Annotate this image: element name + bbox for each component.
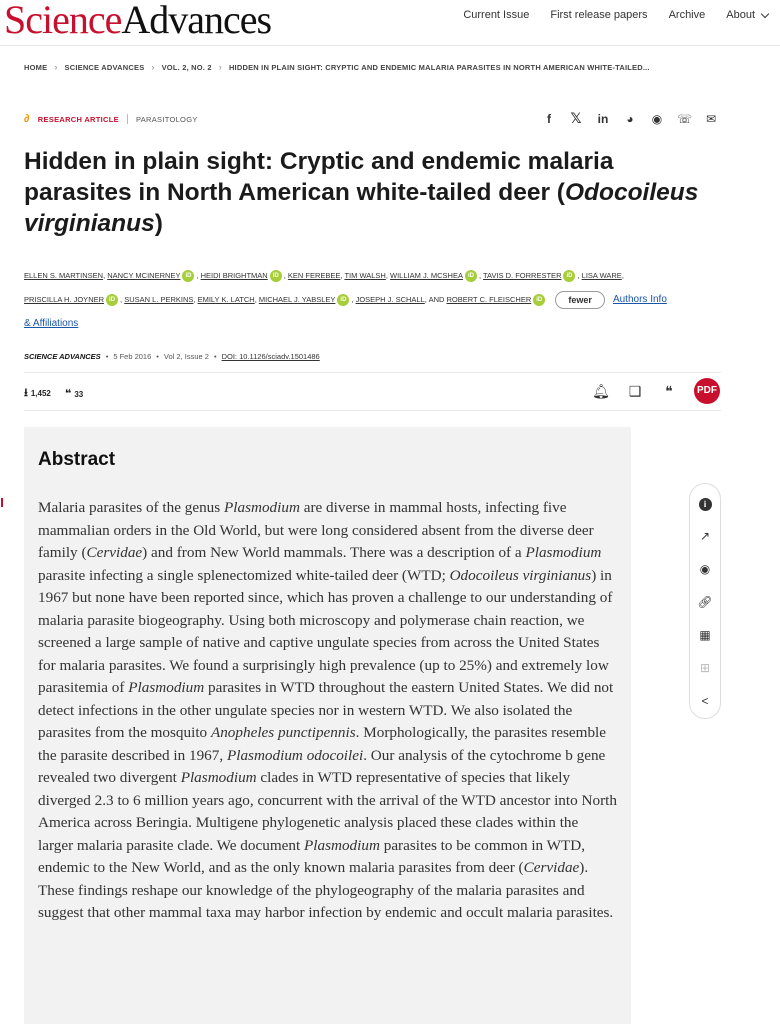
- view-icon[interactable]: ◉: [699, 562, 711, 576]
- divider: [127, 114, 128, 124]
- abstract-italic-term: Plasmodium: [525, 544, 602, 561]
- abstract-italic-term: Plasmodium: [303, 836, 380, 854]
- author[interactable]: SUSAN L. PERKINS: [124, 295, 194, 304]
- author[interactable]: LISA WARE: [581, 271, 622, 280]
- article-metrics: [24, 384, 83, 403]
- citations-metric[interactable]: [65, 387, 83, 400]
- abstract-text-segment: . Morphologically, the parasites resemble the parasite described in 1967,: [38, 724, 607, 764]
- side-toolbar: [689, 483, 721, 719]
- bell-icon[interactable]: 🔔︎: [592, 382, 610, 399]
- abstract-text: [38, 497, 617, 925]
- cite-icon[interactable]: ❝: [665, 382, 673, 399]
- share-bar: [542, 110, 718, 127]
- pub-date: 5 Feb 2016: [113, 352, 152, 361]
- author-line-3: [24, 312, 744, 336]
- breadcrumb: [24, 62, 650, 72]
- author[interactable]: KEN FEREBEE: [287, 271, 341, 280]
- title-end: ): [154, 210, 163, 237]
- pdf-button[interactable]: PDF: [694, 378, 720, 404]
- article-tools: [592, 378, 720, 404]
- author-line-1: ELLEN S. MARTINSEN, NANCY MCINERNEY iD , HEIDI BRIGHTMAN iD , KEN FEREBEE, TIM WALSH, WILLIAM J. MCSHEA iD , TAVIS D. FORRESTER iD , LISA WARE,: [24, 264, 744, 288]
- author[interactable]: MICHAEL J. YABSLEY: [258, 295, 336, 304]
- nav-current-issue[interactable]: Current Issue: [463, 9, 530, 21]
- reading-marker: [1, 498, 3, 507]
- abstract-italic-term: Anopheles punctipennis: [210, 724, 356, 741]
- article-title: [24, 146, 724, 239]
- journal-name[interactable]: SCIENCE ADVANCES: [24, 352, 101, 361]
- abstract-section: [24, 427, 631, 1024]
- nav-archive[interactable]: Archive: [668, 9, 706, 21]
- chevron-right-icon: ›: [54, 62, 58, 72]
- and-text: AND: [428, 295, 445, 304]
- author-list: [24, 264, 744, 336]
- nav-about-label: About: [726, 9, 755, 21]
- site-logo[interactable]: [4, 0, 271, 42]
- info-icon[interactable]: i: [694, 492, 716, 514]
- logo-advances: Advances: [121, 0, 272, 42]
- abstract-text-segment: parasite infecting a single splenectomized white-tailed deer (WTD;: [38, 566, 450, 584]
- orcid-icon[interactable]: iD: [270, 270, 282, 282]
- author[interactable]: TIM WALSH: [344, 271, 386, 280]
- abstract-text-segment: ) and from New World mammals. There was a description of a: [142, 544, 526, 561]
- top-nav: [463, 9, 768, 21]
- share-icon[interactable]: <: [701, 694, 709, 708]
- open-access-icon: ∂: [24, 113, 30, 125]
- doi-link[interactable]: DOI: 10.1126/sciadv.1501486: [221, 352, 320, 361]
- divider: [24, 372, 721, 373]
- orcid-icon[interactable]: iD: [182, 270, 194, 282]
- author[interactable]: TAVIS D. FORRESTER: [483, 271, 562, 280]
- abstract-text-segment: are diverse in mammal hosts, infecting five mammalian orders in the Old World, but were long considered absent from the diverse deer family (: [38, 499, 594, 561]
- tables-icon: ⊞: [699, 661, 711, 675]
- bullet: •: [105, 352, 109, 361]
- abstract-italic-term: Plasmodium odocoilei: [226, 746, 364, 764]
- author[interactable]: PRISCILLA H. JOYNER: [24, 295, 105, 304]
- abstract-text-segment: parasites in WTD throughout the eastern United States. We did not detect infections in the other ungulate species nor in western WTD. We also isolated the parasites from the mosquito: [38, 679, 614, 741]
- abstract-text-segment: parasites to be common in WTD, endemic to the New World, and as the only known malaria parasites from deer (: [38, 836, 586, 876]
- facebook-icon[interactable]: f: [547, 111, 551, 126]
- bullet: •: [213, 352, 217, 361]
- quote-icon: ❝: [64, 388, 72, 400]
- downloads-count: 1,452: [30, 389, 51, 398]
- abstract-italic-term: Odocoileus virginianus: [449, 566, 592, 584]
- fewer-authors-button[interactable]: fewer: [555, 291, 605, 309]
- author[interactable]: JOSEPH J. SCHALL: [355, 295, 425, 304]
- chevron-right-icon: ›: [151, 62, 155, 72]
- author[interactable]: HEIDI BRIGHTMAN: [200, 271, 268, 280]
- abstract-text-segment: Malaria parasites of the genus: [38, 499, 224, 516]
- author[interactable]: NANCY MCINERNEY: [107, 271, 181, 280]
- abstract-italic-term: Cervidae: [523, 859, 580, 876]
- abstract-text-segment: ) in 1967 but none have been reported since, which has proven a challenge to our understanding of malaria parasite biogeography. Using both microscopy and polymerase chain reaction, we screened a large sample of native and captive ungulate species from across the United States for malaria parasites. We found a surprisingly high prevalence (up to 25%) and extremely low parasitemia of: [38, 566, 613, 696]
- email-icon[interactable]: ✉: [705, 111, 717, 126]
- affiliations-link[interactable]: & Affiliations: [24, 318, 79, 329]
- site-header: [0, 0, 780, 46]
- article-type[interactable]: RESEARCH ARTICLE: [37, 114, 119, 124]
- abstract-text-segment: . Our analysis of the cytochrome b gene revealed two divergent: [38, 746, 606, 786]
- reddit-icon[interactable]: ◕: [626, 111, 634, 126]
- x-twitter-icon[interactable]: 𝕏: [570, 110, 582, 126]
- whatsapp-icon[interactable]: ☏: [677, 111, 693, 126]
- bullet: •: [156, 352, 159, 361]
- title-species: Odocoileus virginianus: [24, 179, 699, 237]
- abstract-italic-term: Cervidae: [86, 544, 143, 561]
- linkedin-icon[interactable]: in: [597, 111, 609, 126]
- divider: [24, 410, 721, 411]
- breadcrumb-journal[interactable]: SCIENCE ADVANCES: [64, 62, 145, 72]
- author-line-2: PRISCILLA H. JOYNER iD , SUSAN L. PERKINS, EMILY K. LATCH, MICHAEL J. YABSLEY iD , JOSEPH J. SCHALL, AND ROBERT C. FLEISCHER iD fewer Authors Info: [24, 288, 744, 312]
- abstract-heading: Abstract: [38, 449, 116, 470]
- nav-first-release[interactable]: First release papers: [550, 9, 648, 21]
- article-meta-line: [24, 113, 198, 125]
- orcid-icon[interactable]: iD: [563, 270, 575, 282]
- logo-science: Science: [4, 0, 122, 42]
- author[interactable]: EMILY K. LATCH: [197, 295, 255, 304]
- download-icon: ⭳: [24, 387, 28, 399]
- figures-icon[interactable]: ▦: [699, 628, 711, 642]
- orcid-icon[interactable]: iD: [465, 270, 477, 282]
- publication-info: [24, 352, 320, 361]
- abstract-italic-term: Plasmodium: [223, 499, 300, 516]
- orcid-icon[interactable]: iD: [106, 294, 118, 306]
- title-main: Hidden in plain sight: Cryptic and endemic malaria parasites in North American white-tailed deer (: [24, 148, 614, 206]
- link-icon[interactable]: 🔗︎: [697, 595, 713, 609]
- bookmark-icon[interactable]: ❑: [628, 382, 642, 399]
- wechat-icon[interactable]: ◉: [651, 111, 663, 126]
- orcid-icon[interactable]: iD: [337, 294, 349, 306]
- author[interactable]: WILLIAM J. MCSHEA: [390, 271, 463, 280]
- authors-info-link[interactable]: Authors Info: [612, 294, 667, 305]
- author[interactable]: ELLEN S. MARTINSEN: [24, 271, 104, 280]
- nav-about[interactable]: [726, 9, 768, 21]
- citations-count: 33: [74, 390, 84, 399]
- abstract-italic-term: Plasmodium: [128, 679, 205, 696]
- article-subject[interactable]: PARASITOLOGY: [135, 114, 198, 124]
- volume-issue[interactable]: Vol 2, Issue 2: [163, 352, 209, 361]
- metrics-trend-icon[interactable]: ↗: [699, 529, 711, 543]
- chevron-down-icon: [761, 9, 769, 17]
- abstract-text-segment: clades in WTD representative of species that likely diverged 2.3 to 6 million years ago, concurrent with the arrival of the WTD ancestor into North America across Beringia. Multigene phylogenetic analysis placed these clades within the larger malaria parasite clade. We document: [38, 769, 617, 854]
- downloads-metric[interactable]: [24, 384, 51, 403]
- breadcrumb-issue[interactable]: VOL. 2, NO. 2: [161, 62, 212, 72]
- chevron-right-icon: ›: [218, 62, 222, 72]
- orcid-icon[interactable]: iD: [533, 294, 545, 306]
- abstract-text-segment: ). These findings reshape our knowledge of the phylogeography of the malaria parasites and suggest that other mammal taxa may harbor infection by endemic and occult malaria parasites.: [38, 859, 614, 921]
- breadcrumb-home[interactable]: HOME: [24, 62, 48, 72]
- author[interactable]: ROBERT C. FLEISCHER: [446, 295, 532, 304]
- abstract-italic-term: Plasmodium: [180, 769, 257, 786]
- breadcrumb-current: HIDDEN IN PLAIN SIGHT: CRYPTIC AND ENDEMIC MALARIA PARASITES IN NORTH AMERICAN WHITE-TAILED...: [228, 62, 650, 72]
